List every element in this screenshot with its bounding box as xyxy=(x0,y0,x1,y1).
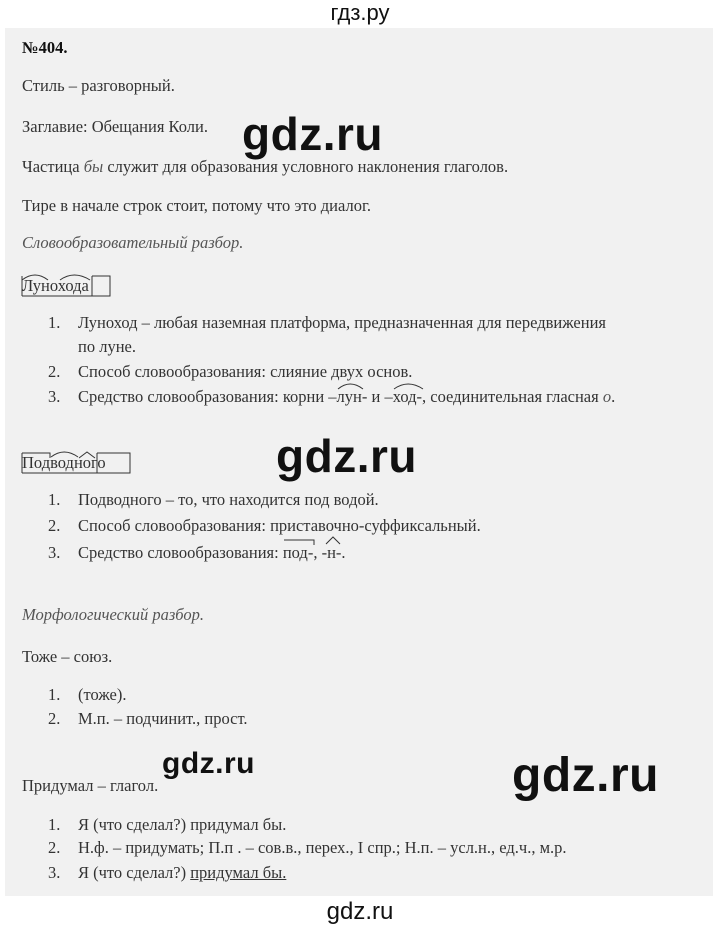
word-formation-heading: Словообразовательный разбор. xyxy=(22,233,244,252)
word2-letters: Подводного xyxy=(22,453,106,472)
site-header[interactable]: гдз.ру xyxy=(330,0,390,25)
word1-morph-marks xyxy=(20,274,115,300)
dash-line: Тире в начале строк стоит, потому что это диалог. xyxy=(22,196,371,215)
word2-item-1: 1. Подводного – то, что находится под водой. xyxy=(48,490,379,509)
suffix-n: -н- xyxy=(322,543,342,562)
exercise-number: №404. xyxy=(22,38,68,57)
word1-item-1: 1. Луноход – любая наземная платформа, предназначенная для передвижения xyxy=(48,313,606,332)
particle-pre: Частица xyxy=(22,157,84,176)
prefix-pod: под- xyxy=(283,543,314,562)
word2-morph-marks xyxy=(20,451,135,477)
pridumal-item-3: 3. Я (что сделал?) придумал бы. xyxy=(48,863,287,882)
word1-item-2: 2. Способ словообразования: слияние двух основ. xyxy=(48,362,413,381)
title-line: Заглавие: Обещания Коли. xyxy=(22,117,208,136)
word1-parse xyxy=(20,274,115,298)
root-khod: ход xyxy=(393,387,417,406)
style-line: Стиль – разговорный. xyxy=(22,76,175,95)
word2-item-3: 3. Средство словообразования: под- , -н- . xyxy=(48,543,346,563)
pridumal-item-2: 2. Н.ф. – придумать; П.п . – сов.в., перех., I спр.; Н.п. – усл.н., ед.ч., м.р. xyxy=(48,838,567,857)
word1-item-3: 3. Средство словообразования: корни –лун - и –ход -, соединительная гласная о. xyxy=(48,387,615,407)
particle-word: бы xyxy=(83,157,104,176)
watermark-2: gdz.ru xyxy=(276,430,417,482)
tozhe-title: Тоже – союз. xyxy=(22,647,113,666)
word1-letters: Лунохода xyxy=(22,276,89,295)
root-lun: лун xyxy=(337,387,362,406)
pridumal-item-1: 1. Я (что сделал?) придумал бы. xyxy=(48,815,287,834)
morph-heading: Морфологический разбор. xyxy=(22,605,204,624)
tozhe-item-2: 2. М.п. – подчинит., прост. xyxy=(48,709,248,728)
word2-item-2: 2. Способ словообразования: приставочно-суффиксальный. xyxy=(48,516,481,535)
watermark-1: gdz.ru xyxy=(242,108,383,160)
pridumal-title: Придумал – глагол. xyxy=(22,776,159,795)
watermark-4: gdz.ru xyxy=(512,749,659,802)
site-footer[interactable]: gdz.ru xyxy=(326,898,394,925)
word2-parse xyxy=(20,451,135,475)
particle-post: служит для образования условного наклонения глаголов. xyxy=(103,157,509,176)
word1-item-1-cont: по луне. xyxy=(78,337,136,356)
tozhe-item-1: 1. (тоже). xyxy=(48,685,127,704)
watermark-3: gdz.ru xyxy=(162,747,255,780)
